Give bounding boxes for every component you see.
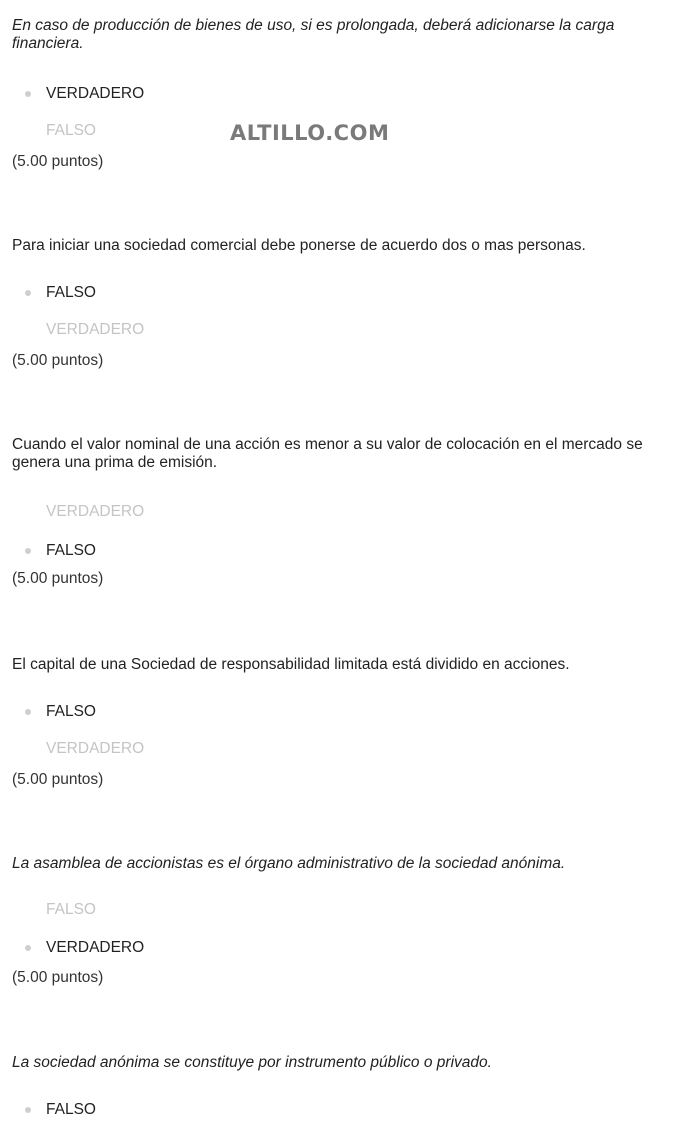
option-label: VERDADERO: [46, 85, 145, 102]
question-points: (5.00 puntos): [12, 771, 104, 788]
bullet-icon: [25, 1107, 31, 1113]
option-label: FALSO: [46, 1101, 96, 1118]
bullet-icon: [25, 290, 31, 296]
question-2: [12, 237, 688, 369]
question-6: [12, 1054, 688, 1118]
question-text: Cuando el valor nominal de una acción es menor a su valor de colocación en el mercado se genera una prima de emisión.: [12, 436, 643, 471]
option-label: FALSO: [46, 901, 96, 918]
question-3: [12, 436, 688, 587]
watermark-logo: ALTILLO.COM: [230, 121, 390, 145]
option-label: VERDADERO: [46, 939, 145, 956]
question-text: En caso de producción de bienes de uso, si es prolongada, deberá adicionarse la carga financiera.: [12, 17, 615, 52]
option-label: VERDADERO: [46, 740, 145, 757]
bullet-icon: [25, 548, 31, 554]
option-label: VERDADERO: [46, 503, 145, 520]
option-label: VERDADERO: [46, 321, 145, 338]
question-4: [12, 656, 688, 788]
question-points: (5.00 puntos): [12, 352, 104, 369]
question-5: [12, 855, 688, 986]
option-label: FALSO: [46, 284, 96, 301]
question-points: (5.00 puntos): [12, 969, 104, 986]
option-label: FALSO: [46, 542, 96, 559]
bullet-icon: [25, 91, 31, 97]
question-text: La sociedad anónima se constituye por instrumento público o privado.: [12, 1054, 492, 1071]
bullet-icon: [25, 945, 31, 951]
bullet-icon: [25, 709, 31, 715]
question-points: (5.00 puntos): [12, 570, 104, 587]
option-label: FALSO: [46, 703, 96, 720]
question-text: El capital de una Sociedad de responsabilidad limitada está dividido en acciones.: [12, 656, 570, 673]
question-points: (5.00 puntos): [12, 153, 104, 170]
question-text: La asamblea de accionistas es el órgano administrativo de la sociedad anónima.: [12, 855, 566, 872]
option-label: FALSO: [46, 122, 96, 139]
question-text: Para iniciar una sociedad comercial debe ponerse de acuerdo dos o mas personas.: [12, 237, 586, 254]
